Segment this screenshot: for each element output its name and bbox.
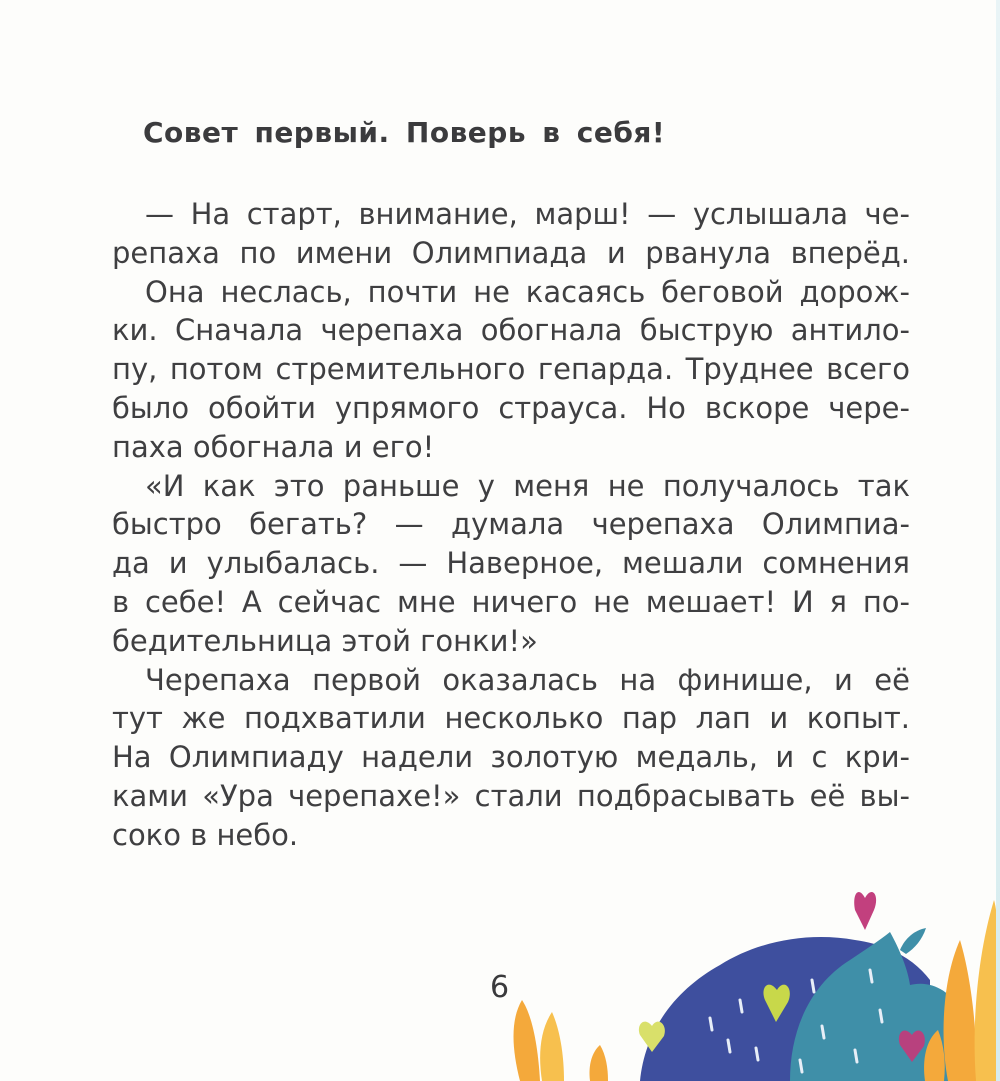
text-line: в себе! А сейчас мне ничего не мешает! И я по- xyxy=(112,584,910,619)
story-text xyxy=(112,195,910,855)
text-line: Черепаха первой оказалась на финише, и её xyxy=(145,662,910,697)
page-number: 6 xyxy=(490,970,510,1005)
text-line: соко в небо. xyxy=(112,817,299,852)
orange-leaf-shape xyxy=(540,1012,564,1081)
text-line: было обойти упрямого страуса. Но вскоре чере- xyxy=(112,390,910,425)
orange-leaf-shape xyxy=(589,1045,608,1081)
text-line: да и улыбалась. — Наверное, мешали сомнения xyxy=(112,546,910,581)
text-line: ки. Сначала черепаха обогнала быструю антило- xyxy=(112,313,910,348)
text-line: тут же подхватили несколько пар лап и копыт. xyxy=(112,701,910,736)
text-line: паха обогнала и его! xyxy=(112,429,435,464)
orange-leaf-shape xyxy=(944,940,977,1081)
page-edge xyxy=(996,0,1000,1081)
text-line: бедительница этой гонки!» xyxy=(112,623,538,658)
text-line: На Олимпиаду надели золотую медаль, и с кри- xyxy=(112,740,910,775)
text-line: ками «Ура черепахе!» стали подбрасывать её вы- xyxy=(112,778,910,813)
chapter-heading: Совет первый. Поверь в себя! xyxy=(143,116,666,149)
teal-sprig-shape xyxy=(900,928,926,954)
text-line: Она неслась, почти не касаясь беговой дорож- xyxy=(145,274,910,309)
bush-illustration xyxy=(460,840,1000,1081)
magenta-heart-shape xyxy=(854,892,876,930)
text-line: репаха по имени Олимпиада и рванула вперёд. xyxy=(112,235,910,270)
text-line: быстро бегать? — думала черепаха Олимпиа- xyxy=(112,507,910,542)
text-line: пу, потом стремительного гепарда. Труднее всего xyxy=(112,352,910,387)
text-line: — На старт, внимание, марш! — услышала че- xyxy=(145,197,910,231)
orange-leaf-shape xyxy=(514,1000,541,1081)
text-line: «И как это раньше у меня не получалось так xyxy=(145,468,910,503)
